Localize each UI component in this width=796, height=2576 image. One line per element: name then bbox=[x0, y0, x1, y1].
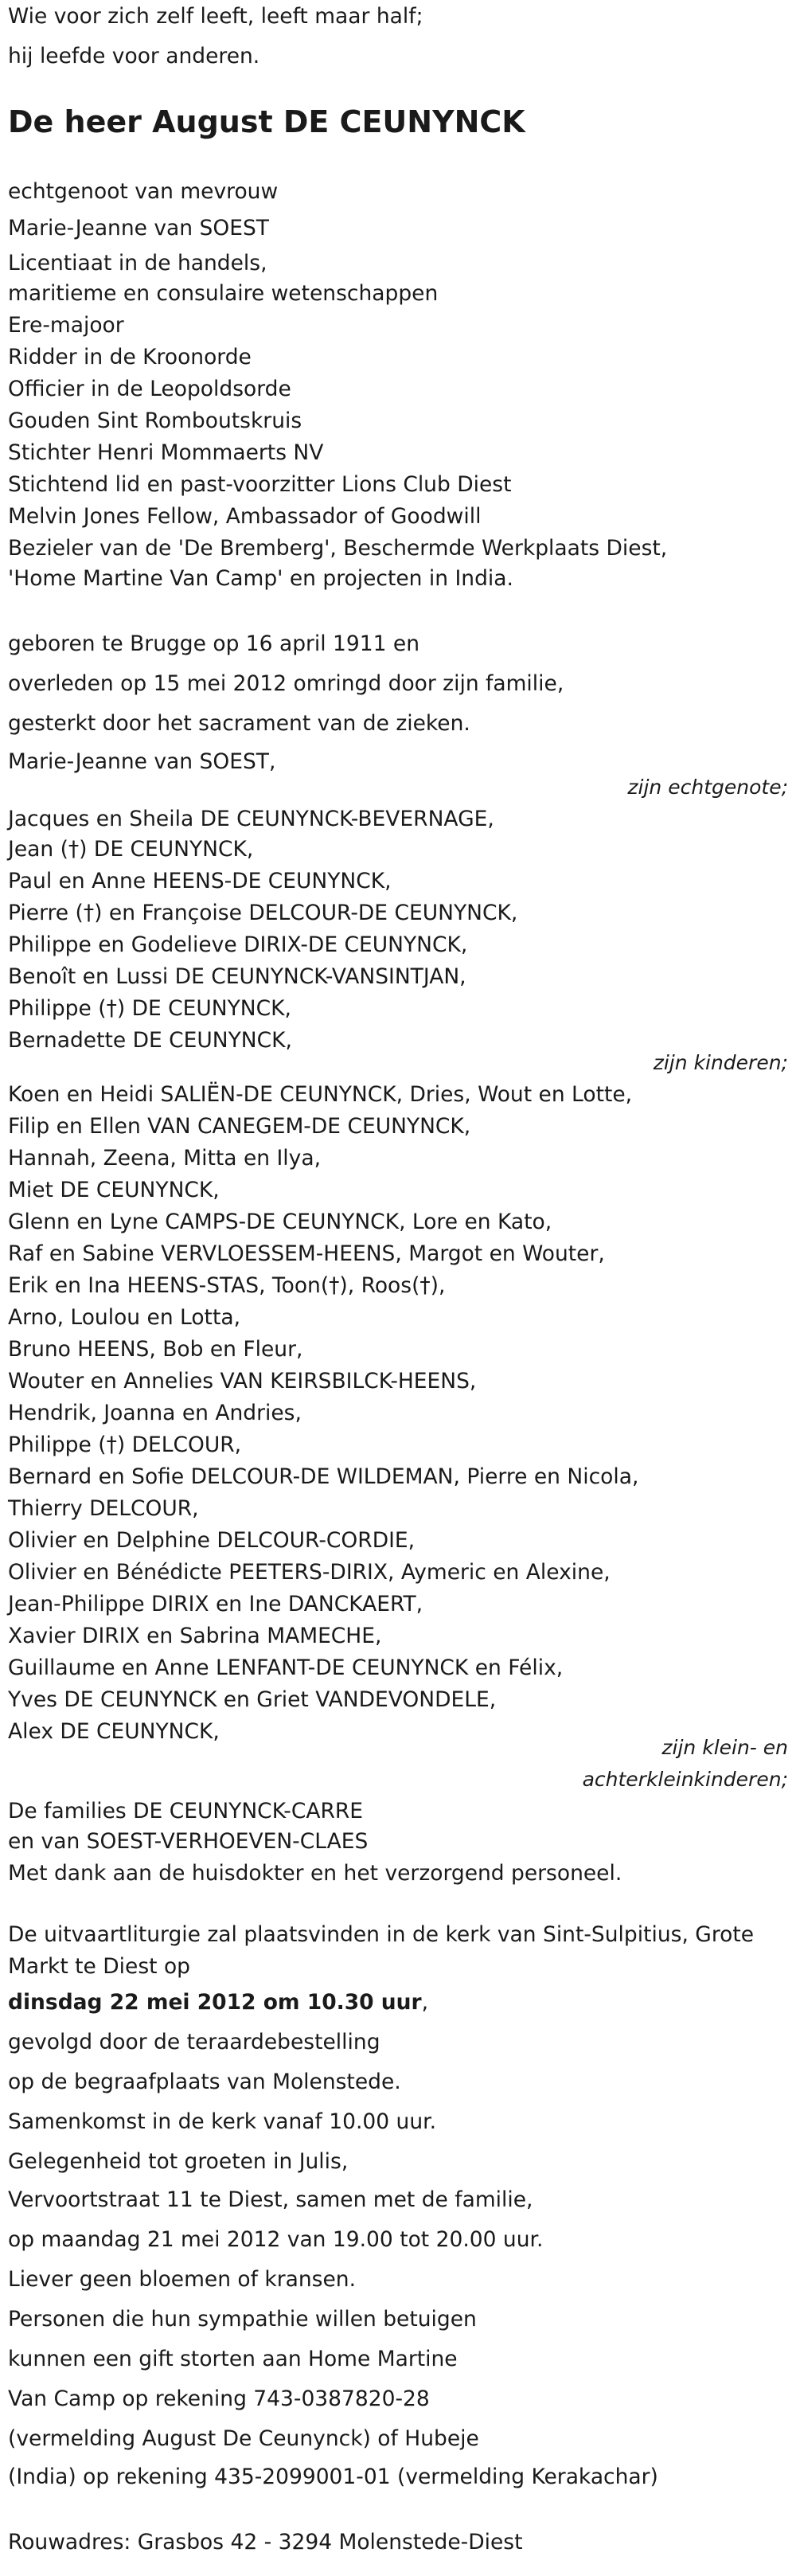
title-item: Gouden Sint Romboutskruis bbox=[8, 408, 302, 433]
grandchild-line: Philippe (†) DELCOUR, bbox=[8, 1433, 242, 1457]
title-item: Stichter Henri Mommaerts NV bbox=[8, 440, 324, 465]
grandchild-line: Olivier en Delphine DELCOUR-CORDIE, bbox=[8, 1528, 416, 1553]
grandchild-line: Guillaume en Anne LENFANT-DE CEUNYNCK en Félix, bbox=[8, 1655, 564, 1680]
wife-line: Marie-Jeanne van SOEST, bbox=[8, 749, 276, 774]
child-line: Benoît en Lussi DE CEUNYNCK-VANSINTJAN, bbox=[8, 964, 466, 989]
funeral-intro: De uitvaartliturgie zal plaatsvinden in de kerk van Sint-Sulpitius, Grote Markt te Diest op bbox=[8, 1922, 755, 1979]
title-item: maritieme en consulaire wetenschappen bbox=[8, 281, 439, 306]
title-item: 'Home Martine Van Camp' en projecten in India. bbox=[8, 566, 513, 591]
title-item: Ere-majoor bbox=[8, 313, 124, 338]
grandchildren-label-2: achterkleinkinderen; bbox=[582, 1768, 788, 1791]
funeral-line: Gelegenheid tot groeten in Julis, bbox=[8, 2149, 349, 2174]
mourning-address: Rouwadres: Grasbos 42 - 3294 Molenstede-Diest bbox=[8, 2530, 523, 2555]
grandchild-line: Raf en Sabine VERVLOESSEM-HEENS, Margot en Wouter, bbox=[8, 1241, 605, 1266]
sacrament-line: gesterkt door het sacrament van de zieken. bbox=[8, 711, 470, 736]
thanks-line: Met dank aan de huisdokter en het verzorgend personeel. bbox=[8, 1861, 622, 1886]
funeral-line: Liever geen bloemen of kransen. bbox=[8, 2267, 356, 2292]
grandchild-line: Filip en Ellen VAN CANEGEM-DE CEUNYNCK, bbox=[8, 1114, 471, 1139]
grandchild-line: Yves DE CEUNYNCK en Griet VANDEVONDELE, bbox=[8, 1687, 497, 1712]
spouse-name: Marie-Jeanne van SOEST bbox=[8, 216, 269, 240]
funeral-line: (vermelding August De Ceunynck) of Hubeje bbox=[8, 2426, 479, 2451]
funeral-date-line bbox=[8, 1989, 772, 2016]
child-line: Pierre (†) en Françoise DELCOUR-DE CEUNYNCK, bbox=[8, 901, 518, 925]
grandchildren-label-1: zijn klein- en bbox=[661, 1736, 788, 1759]
grandchild-line: Glenn en Lyne CAMPS-DE CEUNYNCK, Lore en Kato, bbox=[8, 1210, 552, 1234]
title-item: Melvin Jones Fellow, Ambassador of Goodwill bbox=[8, 504, 482, 529]
grandchild-line: Olivier en Bénédicte PEETERS-DIRIX, Aymeric en Alexine, bbox=[8, 1560, 611, 1585]
grandchild-line: Bernard en Sofie DELCOUR-DE WILDEMAN, Pierre en Nicola, bbox=[8, 1464, 639, 1489]
title-item: Stichtend lid en past-voorzitter Lions Club Diest bbox=[8, 472, 512, 497]
child-line: Jacques en Sheila DE CEUNYNCK-BEVERNAGE, bbox=[8, 807, 494, 831]
families-line-1: De families DE CEUNYNCK-CARRE bbox=[8, 1799, 364, 1824]
funeral-line: op maandag 21 mei 2012 van 19.00 tot 20.00 uur. bbox=[8, 2227, 544, 2252]
funeral-line: Van Camp op rekening 743-0387820-28 bbox=[8, 2386, 430, 2411]
wife-label: zijn echtgenote; bbox=[627, 776, 788, 799]
grandchild-line: Miet DE CEUNYNCK, bbox=[8, 1178, 220, 1202]
grandchild-line: Arno, Loulou en Lotta, bbox=[8, 1305, 240, 1330]
funeral-line: op de begraafplaats van Molenstede. bbox=[8, 2070, 401, 2094]
grandchild-line: Hannah, Zeena, Mitta en Ilya, bbox=[8, 1146, 321, 1171]
birth-line: geboren te Brugge op 16 april 1911 en bbox=[8, 631, 420, 656]
grandchild-line: Koen en Heidi SALIËN-DE CEUNYNCK, Dries, Wout en Lotte, bbox=[8, 1082, 633, 1107]
child-line: Paul en Anne HEENS-DE CEUNYNCK, bbox=[8, 869, 392, 893]
grandchild-line: Xavier DIRIX en Sabrina MAMECHE, bbox=[8, 1624, 382, 1648]
funeral-line: (India) op rekening 435-2099001-01 (vermelding Kerakachar) bbox=[8, 2465, 658, 2489]
child-line: Jean (†) DE CEUNYNCK, bbox=[8, 837, 254, 862]
funeral-line: Vervoortstraat 11 te Diest, samen met de familie, bbox=[8, 2187, 533, 2212]
funeral-date: dinsdag 22 mei 2012 om 10.30 uur bbox=[8, 1990, 422, 2015]
grandchild-line: Wouter en Annelies VAN KEIRSBILCK-HEENS, bbox=[8, 1369, 477, 1394]
title-item: Officier in de Leopoldsorde bbox=[8, 377, 291, 401]
spouse-intro: echtgenoot van mevrouw bbox=[8, 179, 279, 204]
funeral-line: kunnen een gift storten aan Home Martine bbox=[8, 2347, 458, 2371]
motto-line-1: Wie voor zich zelf leeft, leeft maar half; bbox=[8, 4, 423, 29]
death-line: overleden op 15 mei 2012 omringd door zijn familie, bbox=[8, 671, 564, 696]
grandchild-line: Jean-Philippe DIRIX en Ine DANCKAERT, bbox=[8, 1592, 423, 1616]
funeral-line: Personen die hun sympathie willen betuigen bbox=[8, 2307, 477, 2332]
child-line: Bernadette DE CEUNYNCK, bbox=[8, 1028, 292, 1053]
title-item: Licentiaat in de handels, bbox=[8, 251, 267, 276]
funeral-line: gevolgd door de teraardebestelling bbox=[8, 2030, 380, 2054]
families-line-2: en van SOEST-VERHOEVEN-CLAES bbox=[8, 1829, 369, 1854]
title-item: Bezieler van de 'De Bremberg', Beschermde Werkplaats Diest, bbox=[8, 536, 668, 561]
grandchild-line: Bruno HEENS, Bob en Fleur, bbox=[8, 1337, 303, 1362]
grandchild-line: Thierry DELCOUR, bbox=[8, 1496, 199, 1521]
funeral-line: Samenkomst in de kerk vanaf 10.00 uur. bbox=[8, 2109, 436, 2134]
grandchild-line: Erik en Ina HEENS-STAS, Toon(†), Roos(†), bbox=[8, 1273, 446, 1298]
children-label: zijn kinderen; bbox=[653, 1051, 788, 1074]
deceased-name: De heer August DE CEUNYNCK bbox=[8, 104, 525, 139]
child-line: Philippe (†) DE CEUNYNCK, bbox=[8, 996, 291, 1021]
grandchild-line: Hendrik, Joanna en Andries, bbox=[8, 1401, 302, 1425]
motto-line-2: hij leefde voor anderen. bbox=[8, 44, 260, 68]
grandchild-line: Alex DE CEUNYNCK, bbox=[8, 1719, 220, 1744]
title-item: Ridder in de Kroonorde bbox=[8, 345, 252, 369]
child-line: Philippe en Godelieve DIRIX-DE CEUNYNCK, bbox=[8, 932, 468, 957]
funeral-date-suffix: , bbox=[421, 1990, 429, 2015]
